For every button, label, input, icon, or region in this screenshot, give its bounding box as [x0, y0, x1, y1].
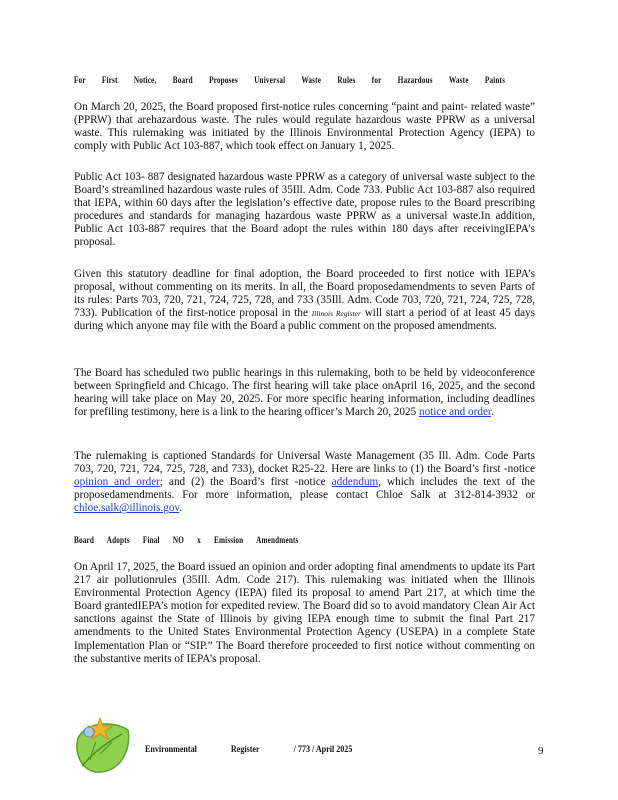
footer-issue: / 773 / April 2025: [293, 745, 353, 755]
footer-register: Register: [230, 745, 260, 755]
paragraph-first-notice: [74, 268, 535, 333]
page-number: 9: [538, 745, 544, 757]
opinion-and-order-link[interactable]: opinion and order: [74, 476, 160, 489]
paragraph-public-act: Public Act 103- 887 designated hazardous waste PPRW as a category of universal waste subject to the Board’s streamlined hazardous waste rules of 35Ill. Adm. Code 733. Public Act 103-887 also required that IEPA, within 60 days after the legislation’s effective date, propose rules to the Board prescribing procedures and standards for managing hazardous waste PPRW as a universal waste.In addition, Public Act 103-887 requires that the Board adopt the rules within 180 days after receivingIEPA’s proposal.: [74, 171, 535, 249]
section-heading-paints: For First Notice, Board Proposes Universal Waste Rules for Hazardous Waste Paints: [74, 75, 506, 85]
paragraph-text: Given this statutory deadline for final adoption, the Board proceeded to first notice with IEPA’s proposal, without commenting on its merits. In all, the Board proposedamendments to seven Parts of its rules: Parts 703, 720, 721, 724, 725, 728, and 733 (35Ill. Adm. Code 703, 720, 721, 724, 725, 728, 733). Publication of the first-notice proposal in the: [74, 268, 535, 320]
paragraph-text: will start a period of at least 45 days during which anyone may file with the Board a public comment on the proposed amendments.: [74, 307, 535, 333]
footer-publication: [145, 745, 386, 755]
addendum-link[interactable]: addendum: [331, 476, 379, 489]
paragraph-text: .: [179, 502, 183, 515]
section-heading-nox: Board Adopts Final NO x Emission Amendments: [74, 535, 299, 545]
notice-and-order-link[interactable]: notice and order: [418, 406, 492, 419]
paragraph-text: ; and (2) the Board’s first -notice: [159, 476, 326, 489]
leaf-star-logo-icon: [72, 716, 134, 778]
paragraph-text: The rulemaking is captioned Standards for Universal Waste Management (35 Ill. Adm. Code Parts 703, 720, 721, 724, 725, 728, and 733), docket R25-22. Here are links to (1) the Board’s first -notice: [74, 450, 535, 476]
paragraph-nox: On April 17, 2025, the Board issued an opinion and order adopting final amendments to update its Part 217 air pollutionrules (35Ill. Adm. Code 217). This rulemaking was initiated when the Illinois Environmental Protection Agency (IEPA) filed its proposal to amend Part 217, at which time the Board grantedIEPA’s motion for expedited review. The Board did so to avoid mandatory Clean Air Act sanctions against the State of Illinois by giving IEPA enough time to submit the final Part 217 amendments to the United States Environmental Protection Agency (USEPA) in a complete State Implementation Plan or “SIP.” The Board therefore proceeded to first notice without commenting on the substantive merits of IEPA’s proposal.: [74, 561, 535, 665]
email-link[interactable]: chloe.salk@illinois.gov: [74, 502, 180, 515]
paragraph-text: .: [491, 406, 494, 419]
paragraph-intro: On March 20, 2025, the Board proposed first-notice rules concerning “paint and paint- related waste” (PPRW) that arehazardous waste. The rules would regulate hazardous waste PPRW as a universal waste. This rulemaking was initiated by the Illinois Environmental Protection Agency (IEPA) to comply with Public Act 103-887, which took effect on January 1, 2025.: [74, 101, 535, 153]
illinois-register-title: Illinois Register: [311, 309, 361, 319]
paragraph-hearings: [74, 367, 535, 419]
paragraph-text: , which includes the text of the proposedamendments. For more information, please contact Chloe Salk at 312-814-3932 or: [74, 476, 535, 502]
footer-environmental: Environmental: [145, 745, 197, 755]
paragraph-text: The Board has scheduled two public hearings in this rulemaking, both to be held by videoconference between Springfield and Chicago. The first hearing will take place onApril 16, 2025, and the second hearing will take place on May 20, 2025. For more specific hearing information, including deadlines for prefiling testimony, here is a link to the hearing officer’s March 20, 2025: [74, 367, 535, 419]
paragraph-caption: [74, 450, 535, 515]
